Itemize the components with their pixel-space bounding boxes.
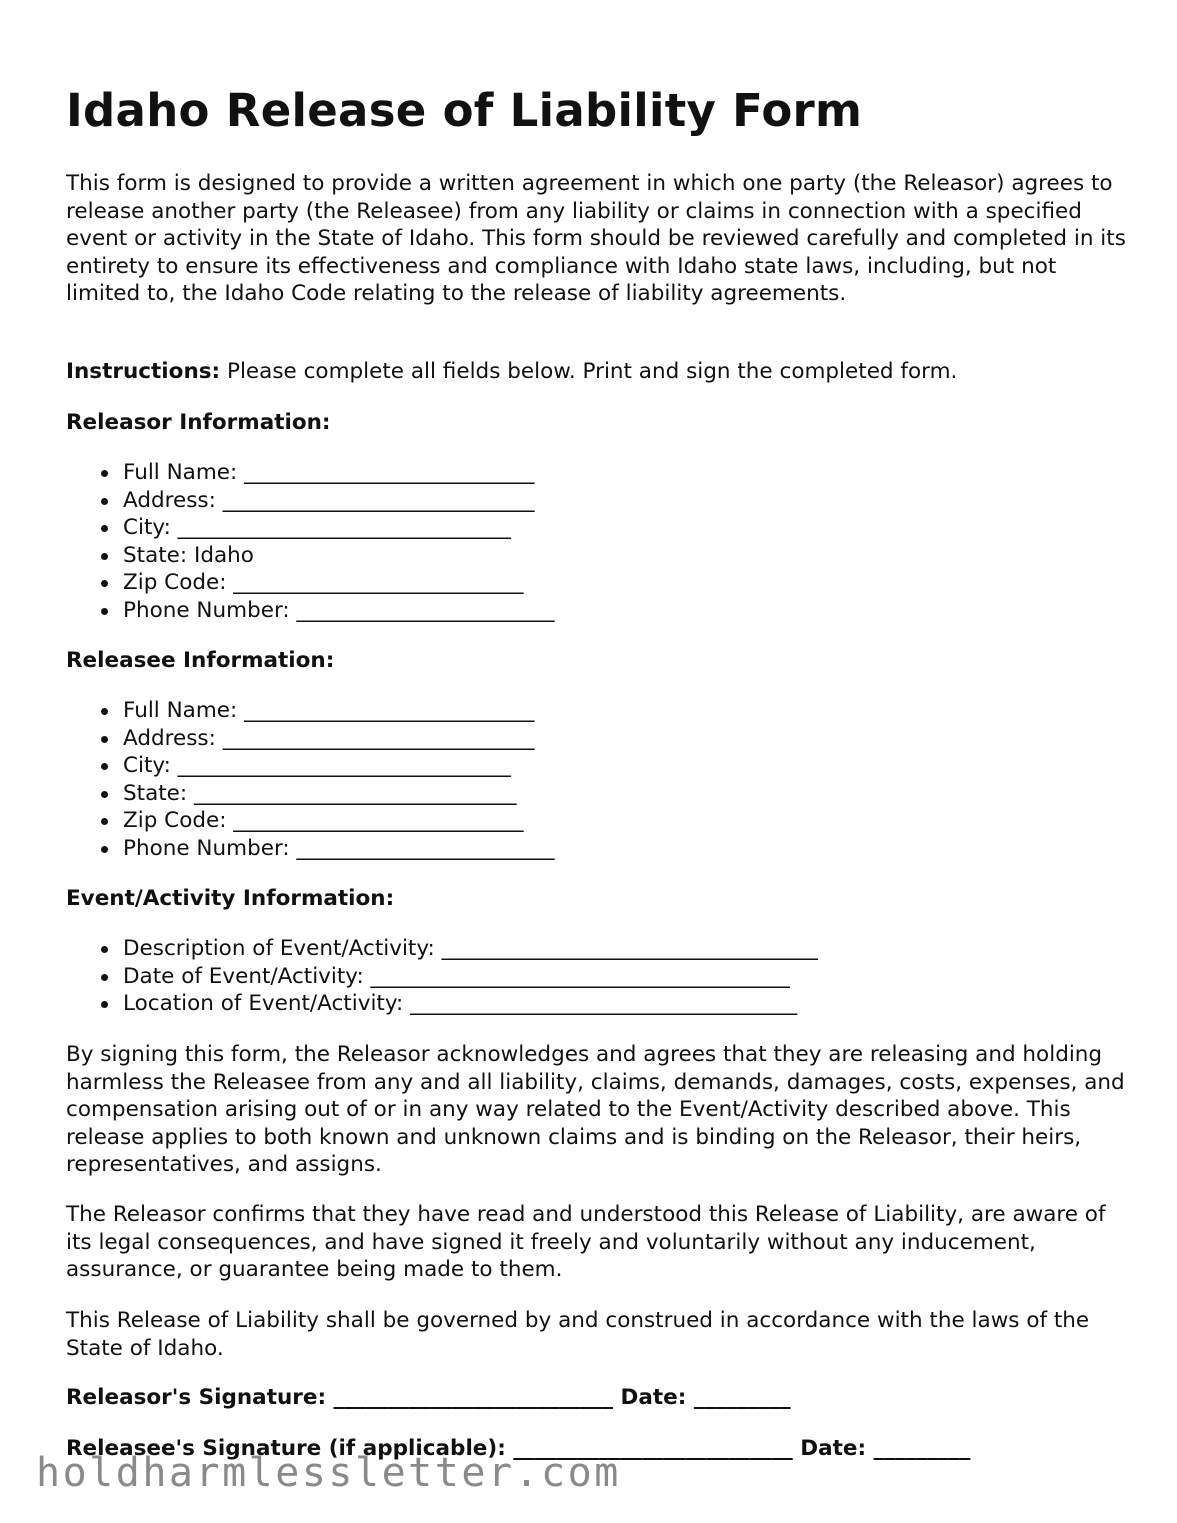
- releasor-fields: [66, 459, 555, 624]
- releasee-signature-line[interactable]: Releasee's Signature (if applicable): __________________________ Date: _________: [66, 1436, 971, 1461]
- releasee-phone-field[interactable]: Phone Number: ________________________: [123, 835, 555, 861]
- event-date-field[interactable]: Date of Event/Activity: _______________________________________: [123, 963, 818, 991]
- releasor-phone-field[interactable]: Phone Number: ________________________: [123, 597, 555, 623]
- instructions-label: Instructions:: [66, 359, 221, 384]
- releasor-state-field: State: Idaho: [123, 542, 555, 570]
- releasor-zip-field[interactable]: Zip Code: ___________________________: [123, 569, 555, 597]
- releasee-address-field[interactable]: Address: _____________________________: [123, 725, 555, 753]
- release-paragraph: By signing this form, the Releasor acknowledges and agrees that they are releasing and holding harmless the Releasee from any and all liability, claims, demands, damages, costs, expenses, and compensation arising out of or in any way related to the Event/Activity described above. This release applies to both known and unknown claims and is binding on the Releasor, their heirs, representatives, and assigns.: [66, 1042, 1125, 1178]
- instructions-text: Please complete all fields below. Print and sign the completed form.: [220, 359, 958, 384]
- intro-paragraph: This form is designed to provide a written agreement in which one party (the Releasor) agrees to release another party (the Releasee) from any liability or claims in connection with a specified event or activity in the State of Idaho. This form should be reviewed carefully and completed in its entirety to ensure its effectiveness and compliance with Idaho state laws, including, but not limited to, the Idaho Code relating to the release of liability agreements.: [66, 171, 1126, 307]
- releasee-full-name-field[interactable]: Full Name: ___________________________: [123, 697, 555, 725]
- releasor-address-field[interactable]: Address: _____________________________: [123, 487, 555, 515]
- event-heading: Event/Activity Information:: [66, 886, 395, 911]
- releasee-city-field[interactable]: City: _______________________________: [123, 752, 555, 780]
- releasee-heading: Releasee Information:: [66, 648, 335, 673]
- confirmation-paragraph: The Releasor confirms that they have read and understood this Release of Liability, are aware of its legal consequences, and have signed it freely and voluntarily without any inducement, assurance, or guarantee being made to them.: [66, 1202, 1106, 1283]
- releasee-zip-field[interactable]: Zip Code: ___________________________: [123, 807, 555, 835]
- releasor-heading: Releasor Information:: [66, 410, 331, 435]
- event-fields: [66, 935, 818, 1018]
- event-description-field[interactable]: Description of Event/Activity: ___________________________________: [123, 936, 818, 961]
- releasor-city-field[interactable]: City: _______________________________: [123, 514, 555, 542]
- instructions-paragraph: [66, 358, 1126, 386]
- releasor-full-name-field[interactable]: Full Name: ___________________________: [123, 459, 555, 487]
- releasee-fields: [66, 697, 555, 862]
- event-location-field[interactable]: Location of Event/Activity: ____________________________________: [123, 990, 818, 1018]
- watermark-text: holdharmlessletter.com: [36, 1450, 621, 1496]
- page-title: Idaho Release of Liability Form: [66, 84, 863, 137]
- releasee-state-field[interactable]: State: ______________________________: [123, 780, 555, 808]
- releasor-signature-line[interactable]: Releasor's Signature: __________________________ Date: _________: [66, 1385, 791, 1410]
- governing-law-paragraph: This Release of Liability shall be governed by and construed in accordance with the laws of the State of Idaho.: [66, 1308, 1090, 1361]
